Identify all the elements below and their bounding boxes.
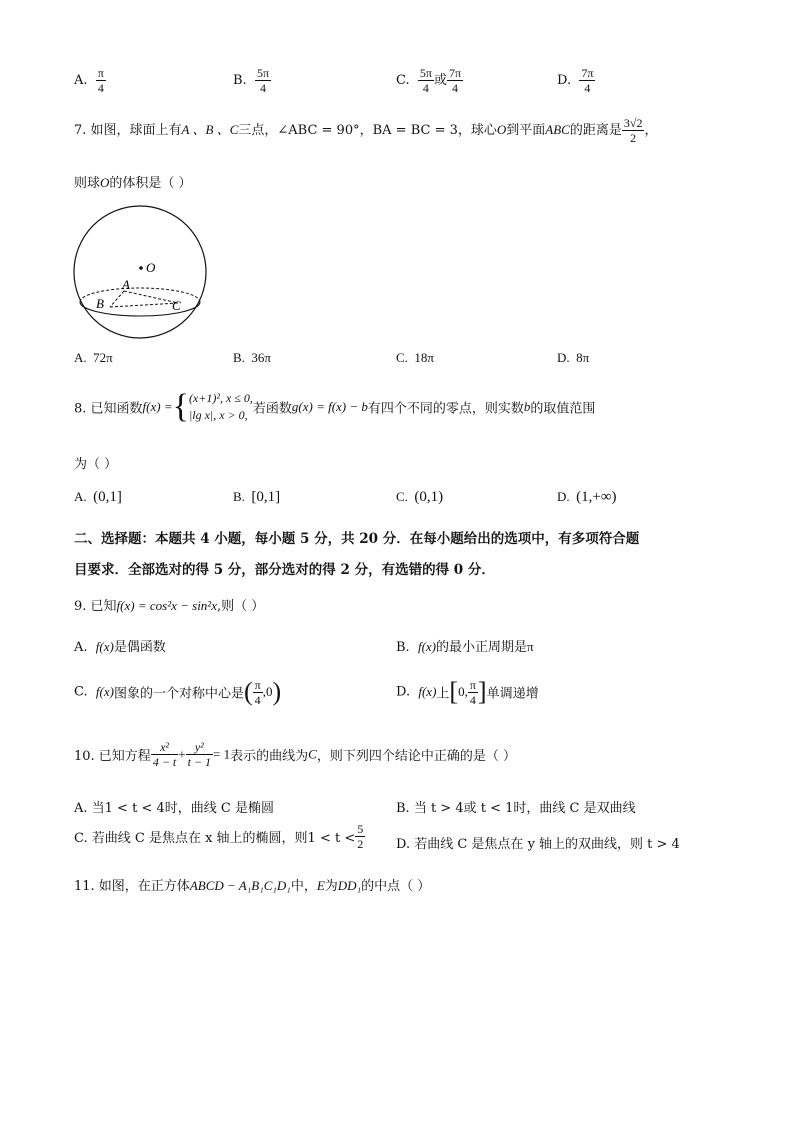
q9-stem: 9. 已知f(x) = cos²x − sin²x,则（ ） — [74, 598, 265, 614]
q7-option-c: C. 18π — [396, 350, 434, 365]
q10-fraction-x: $\frac{\text{x²}}{4 - t}$ — [152, 740, 177, 769]
segment-ac — [124, 291, 178, 303]
section-2-heading-line2: 目要求．全部选对的得 5 分，部分选对的得 2 分，有选错的得 0 分． — [74, 562, 495, 578]
q9-option-d: D. f(x)上[0, $\frac{\pi}{4}$ ]单调递增 — [396, 677, 539, 707]
q8-option-c: C. (0,1) — [396, 489, 444, 505]
q8-piecewise-brace: { — [172, 388, 189, 425]
q10-fraction-y: $\frac{\text{y²}}{t - 1}$ — [187, 740, 212, 769]
sphere-outline — [74, 206, 206, 338]
center-point-o — [139, 266, 143, 270]
q6-option-d: D. $\frac{7\pi}{4}$ — [557, 66, 594, 95]
q8-stem: 8. 已知函数f(x) ={ (x+1)², x ≤ 0, |lg x|, x > 0, 若函数g(x) = f(x) − b有四个不同的零点，则实数b的取值范围 — [74, 388, 596, 425]
q9-option-c: C. f(x)图象的一个对称中心是( $\frac{\pi}{4}$ ,0) — [74, 677, 282, 707]
segment-ab — [110, 291, 124, 307]
q7-stem-line2: 则球O的体积是（ ） — [74, 175, 192, 191]
q6-option-c-fraction-2: $\frac{7\pi}{4}$ — [448, 66, 462, 95]
q9-option-a: A. f(x)是偶函数 — [74, 639, 166, 655]
q9-option-d-fraction: $\frac{\pi}{4}$ — [469, 677, 476, 707]
q10-option-a: A. 当1 < t < 4时，曲线 C 是椭圆 — [74, 801, 274, 816]
q8-option-b: B. [0,1] — [233, 489, 281, 505]
q10-option-c: C. 若曲线 C 是焦点在 x 轴上的椭圆，则1 < t < $\frac{5}{2}$ — [74, 822, 364, 851]
q9-option-b: B. f(x)的最小正周期是π — [396, 639, 534, 655]
label-c: C — [172, 298, 181, 313]
q10-stem: 10. 已知方程 $\frac{\text{x²}}{4 - t}$ + $\frac{\text{y²}}{t - 1}$ = 1表示的曲线为C，则下列四个结论中正确的是（ ） — [74, 740, 516, 769]
q7-option-b: B. 36π — [233, 350, 271, 365]
q7-option-a: A. 72π — [74, 350, 113, 365]
q11-stem: 11. 如图，在正方体ABCD − A₁B₁C₁D₁中，E为DD₁的中点（ ） — [74, 878, 431, 894]
q9-option-c-fraction: $\frac{\pi}{4}$ — [254, 677, 261, 707]
q8-piecewise: (x+1)², x ≤ 0, |lg x|, x > 0, — [188, 391, 253, 422]
label-o: O — [146, 260, 156, 275]
q8-option-d: D. (1,+∞) — [557, 489, 617, 505]
q10-option-d: D. 若曲线 C 是焦点在 y 轴上的双曲线，则 t > 4 — [396, 837, 680, 852]
q6-option-b: B. $\frac{5\pi}{4}$ — [233, 66, 270, 95]
q7-distance-fraction: $\frac{3√2}{2}$ — [623, 116, 643, 145]
q6-option-c: C. $\frac{5\pi}{4}$ 或 $\frac{7\pi}{4}$ — [396, 66, 462, 95]
label-a: A — [122, 277, 130, 292]
q8-option-a: A. (0,1] — [74, 489, 122, 505]
q10-option-c-fraction: $\frac{5}{2}$ — [357, 822, 364, 851]
q6-option-a-fraction: $\frac{\pi}{4}$ — [97, 66, 104, 95]
q8-stem-line2: 为（ ） — [74, 457, 118, 472]
q7-option-d: D. 8π — [557, 350, 590, 365]
q6-option-d-fraction: $\frac{7\pi}{4}$ — [581, 66, 594, 95]
q6-option-a: A. $\frac{\pi}{4}$ — [74, 66, 104, 95]
q7-sphere-figure — [70, 200, 212, 350]
q6-option-b-fraction: $\frac{5\pi}{4}$ — [256, 66, 270, 95]
label-b: B — [96, 296, 104, 311]
q10-option-b: B. 当 t > 4或 t < 1时，曲线 C 是双曲线 — [396, 801, 636, 816]
q6-option-c-fraction: $\frac{5\pi}{4}$ — [419, 66, 432, 95]
q7-stem: 7. 如图，球面上有A 、B 、C三点，∠ABC = 90°，BA = BC = 3，球心O到平面ABC的距离是 $\frac{3√2}{2}$ ， — [74, 116, 658, 145]
segment-bc — [110, 303, 178, 307]
section-2-heading: 二、选择题：本题共 4 小题，每小题 5 分，共 20 分．在每小题给出的选项中，有多项符合题 — [74, 531, 640, 547]
